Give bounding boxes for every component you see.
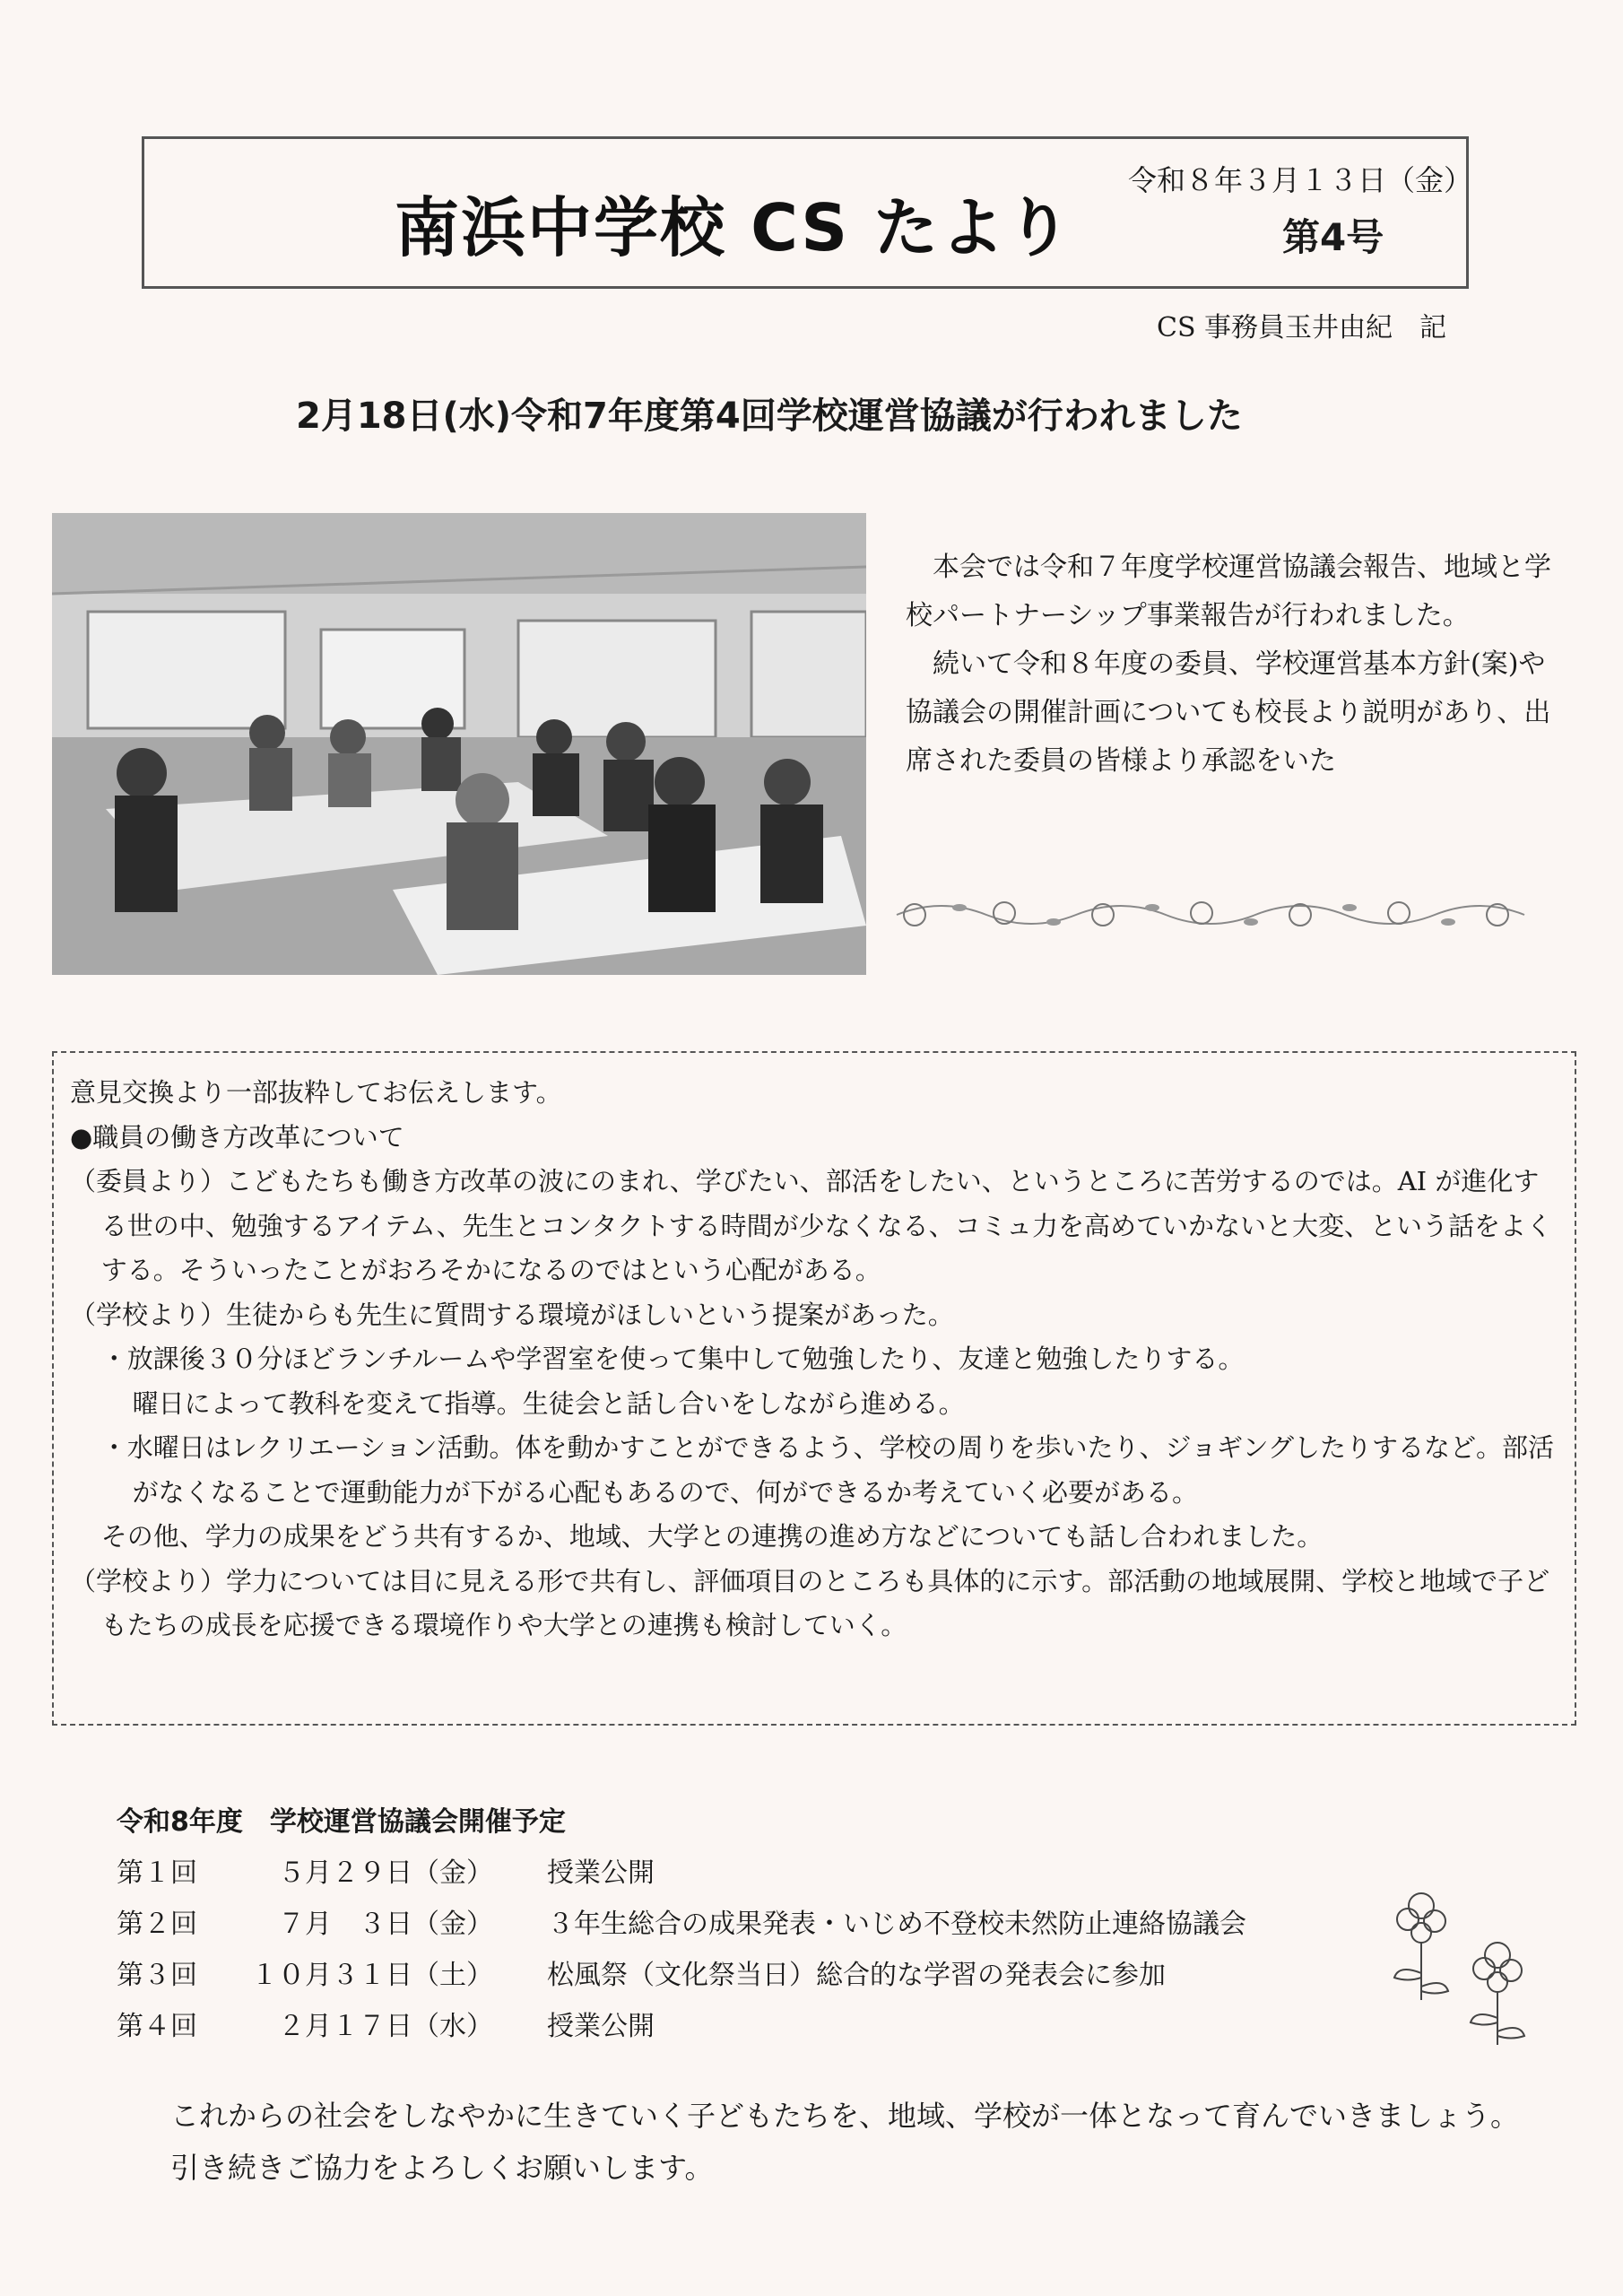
bullet-wednesday: ・水曜日はレクリエーション活動。体を動かすことができるよう、学校の周りを歩いたり、ジョギングしたりするなど。部活がなくなることで運動能力が下がる心配もあるので、何ができるか考えていく必要がある。 <box>100 1432 1555 1508</box>
meeting-description: 授業公開 <box>547 2011 655 2042</box>
newsletter-title: 南浜中学校 CS たより <box>395 190 1073 265</box>
meeting-description: 授業公開 <box>547 1857 655 1889</box>
meeting-number: 第１回 <box>117 1857 197 1889</box>
flower-illustration <box>1372 1866 1560 2054</box>
meeting-date: ５月２９日（金） <box>251 1857 493 1889</box>
schedule-row <box>117 2001 1246 2052</box>
closing-message <box>170 2090 1519 2194</box>
meeting-number: 第４回 <box>117 2011 197 2042</box>
meeting-number: 第２回 <box>117 1909 197 1940</box>
schedule-list <box>117 1848 1246 2052</box>
meeting-date: １０月３１日（土） <box>251 1960 493 1991</box>
schedule-row <box>117 1950 1246 2001</box>
issue-number: 第4号 <box>1282 215 1384 259</box>
meeting-number: 第３回 <box>117 1960 197 1991</box>
flower-vine-divider <box>888 888 1560 942</box>
meeting-date: ７月 ３日（金） <box>251 1909 493 1940</box>
article-headline: 2月18日(水)令和7年度第4回学校運営協議が行われました <box>296 396 1243 437</box>
intro-paragraph-2: 続いて令和８年度の委員、学校運営基本方針(案)や協議会の開催計画についても校長より説明があり、出席された委員の皆様より承認をいた <box>906 648 1551 777</box>
schedule-title: 令和8年度 学校運営協議会開催予定 <box>117 1806 566 1838</box>
school-response-1: （学校より）生徒からも先生に質問する環境がほしいという提案があった。 <box>70 1299 954 1330</box>
meeting-description: 松風祭（文化祭当日）総合的な学習の発表会に参加 <box>547 1960 1166 1991</box>
committee-comment: （委員より）こどもたちも働き方改革の波にのまれ、学びたい、部活をしたい、というところに苦労するのでは。AI が進化する世の中、勉強するアイテム、先生とコンタクトする時間が少なくなる、コミュ力を高めていかないと大変、という話をよくする。そういったことがおろそかになるのではという心配がある。 <box>70 1166 1552 1285</box>
schedule-row <box>117 1899 1246 1950</box>
discussion-intro: 意見交換より一部抜粋してお伝えします。 <box>70 1077 562 1108</box>
intro-text <box>906 544 1551 786</box>
intro-paragraph-1: 本会では令和７年度学校運営協議会報告、地域と学校パートナーシップ事業報告が行われました。 <box>906 552 1551 631</box>
school-response-2: （学校より）学力については目に見える形で共有し、評価項目のところも具体的に示す。部活動の地域展開、学校と地域で子どもたちの成長を応援できる環境作りや大学との連携も検討していく。 <box>70 1565 1550 1640</box>
discussion-topic: ●職員の働き方改革について <box>70 1121 404 1152</box>
other-topics: その他、学力の成果をどう共有するか、地域、大学との連携の進め方などについても話し合われました。 <box>100 1521 1324 1552</box>
bullet-after-school: ・放課後３０分ほどランチルームや学習室を使って集中して勉強したり、友達と勉強したりする。 <box>100 1344 1245 1374</box>
bullet-after-school-cont: 曜日によって教科を変えて指導。生徒会と話し合いをしながら進める。 <box>132 1387 965 1419</box>
meeting-date: ２月１７日（水） <box>251 2011 493 2042</box>
issue-date: 令和８年３月１３日（金） <box>1128 163 1473 197</box>
schedule-row <box>117 1848 1246 1899</box>
meeting-photo <box>52 513 866 975</box>
meeting-description: ３年生総合の成果発表・いじめ不登校未然防止連絡協議会 <box>547 1909 1246 1940</box>
closing-line-2: 引き続きご協力をよろしくお願いします。 <box>170 2151 714 2185</box>
discussion-box <box>52 1051 1576 1726</box>
author-line: CS 事務員玉井由紀 記 <box>1157 312 1447 344</box>
closing-line-1: これからの社会をしなやかに生きていく子どもたちを、地域、学校が一体となって育んでいきましょう。 <box>170 2099 1520 2133</box>
